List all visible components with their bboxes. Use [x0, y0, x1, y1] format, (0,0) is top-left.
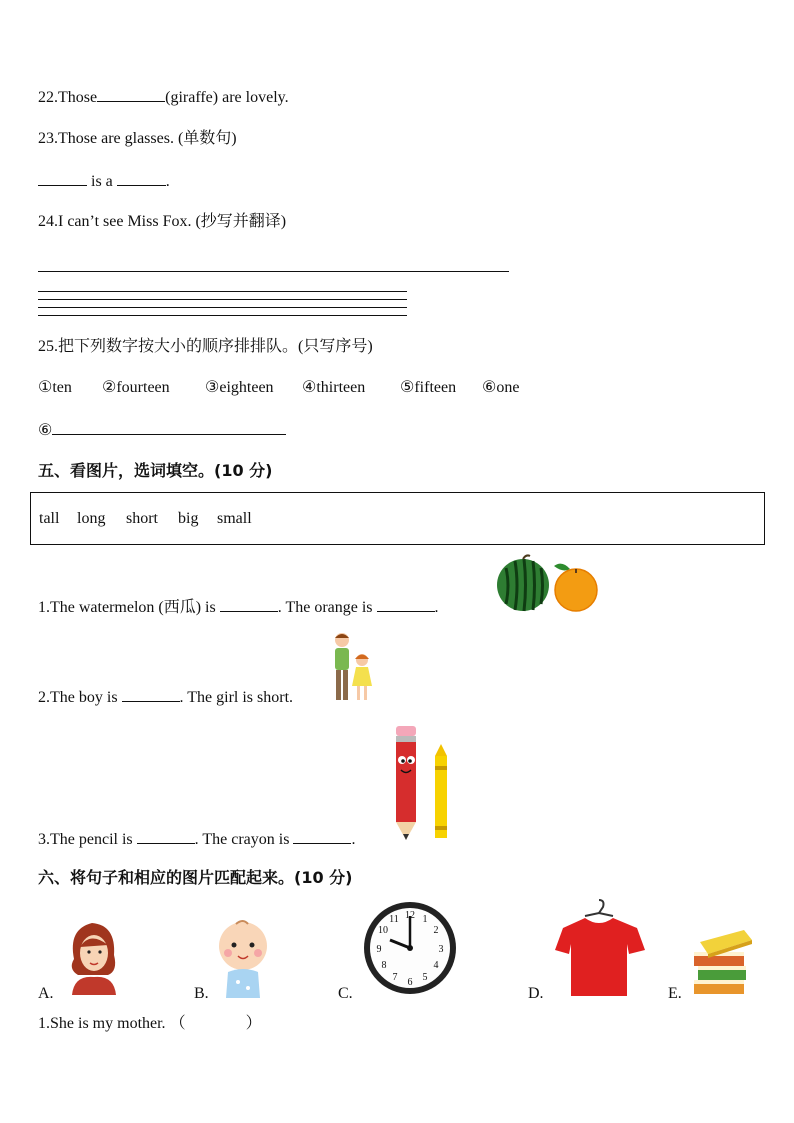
question-24: 24.I can’t see Miss Fox. (抄写并翻译) [38, 213, 287, 230]
svg-text:11: 11 [389, 914, 399, 925]
answer-blank[interactable] [293, 829, 351, 844]
svg-text:9: 9 [376, 944, 382, 955]
word-item: small [217, 510, 252, 527]
clock-icon [362, 900, 458, 996]
word-bank [30, 492, 765, 545]
section-5-heading: 五、看图片，选词填空。(10 分) [38, 461, 273, 480]
question-23-answer-line: is a . [38, 171, 170, 192]
svg-text:12: 12 [405, 910, 415, 921]
option-d-label: D. [528, 985, 544, 1002]
svg-text:1: 1 [422, 914, 428, 925]
section-6-question-1: 1.She is my mother. （ ） [38, 1015, 262, 1032]
number-item: ③eighteen [205, 379, 274, 396]
answer-blank[interactable] [122, 687, 180, 702]
answer-blank[interactable] [117, 171, 166, 186]
word-item: long [77, 510, 106, 527]
answer-blank[interactable] [220, 597, 278, 612]
number-item: ④thirteen [302, 379, 366, 396]
section-5-question-3: 3.The pencil is . The crayon is . [38, 831, 356, 848]
answer-blank[interactable] [38, 171, 87, 186]
answer-line[interactable] [38, 315, 407, 316]
option-b-label: B. [194, 985, 209, 1002]
crayon-icon [435, 744, 447, 838]
question-23: 23.Those are glasses. (单数句) [38, 130, 237, 147]
question-25-answer: ⑥ [38, 420, 286, 441]
books-icon [690, 924, 754, 998]
answer-blank[interactable] [377, 597, 435, 612]
svg-text:2: 2 [433, 925, 439, 936]
pencil-icon [396, 726, 416, 840]
number-item: ②fourteen [102, 379, 170, 396]
svg-text:10: 10 [378, 925, 388, 936]
number-item: ⑥one [482, 379, 520, 396]
watermelon-icon [497, 555, 549, 611]
word-item: tall [39, 510, 60, 527]
section-5-question-2: 2.The boy is . The girl is short. [38, 689, 294, 706]
svg-text:3: 3 [438, 944, 444, 955]
answer-blank[interactable] [52, 420, 286, 435]
woman-icon [64, 919, 122, 995]
tshirt-icon [555, 898, 647, 998]
pencil-crayon-picture [388, 722, 452, 842]
answer-line[interactable] [38, 271, 509, 272]
svg-text:7: 7 [392, 972, 398, 983]
boy-girl-icon [330, 631, 374, 705]
section-5-question-1: 1.The watermelon (西瓜) is . The orange is . [38, 599, 439, 616]
answer-line[interactable] [38, 307, 407, 308]
svg-text:8: 8 [381, 960, 387, 971]
word-item: short [126, 510, 158, 527]
answer-line[interactable] [38, 299, 407, 300]
question-25: 25.把下列数字按大小的顺序排排队。(只写序号) [38, 338, 373, 355]
option-e-label: E. [668, 985, 682, 1002]
option-a-label: A. [38, 985, 54, 1002]
svg-text:6: 6 [407, 977, 413, 988]
word-item: big [178, 510, 199, 527]
fruit-picture [496, 554, 600, 614]
orange-icon [554, 564, 597, 611]
answer-blank[interactable] [97, 87, 165, 102]
baby-icon [214, 918, 272, 998]
answer-blank[interactable] [137, 829, 195, 844]
option-c-label: C. [338, 985, 353, 1002]
number-item: ①ten [38, 379, 72, 396]
section-6-heading: 六、将句子和相应的图片匹配起来。(10 分) [38, 868, 353, 887]
question-22: 22.Those (giraffe) are lovely. [38, 89, 289, 106]
svg-text:5: 5 [422, 972, 428, 983]
answer-line[interactable] [38, 291, 407, 292]
svg-text:4: 4 [433, 960, 439, 971]
number-item: ⑤fifteen [400, 379, 457, 396]
